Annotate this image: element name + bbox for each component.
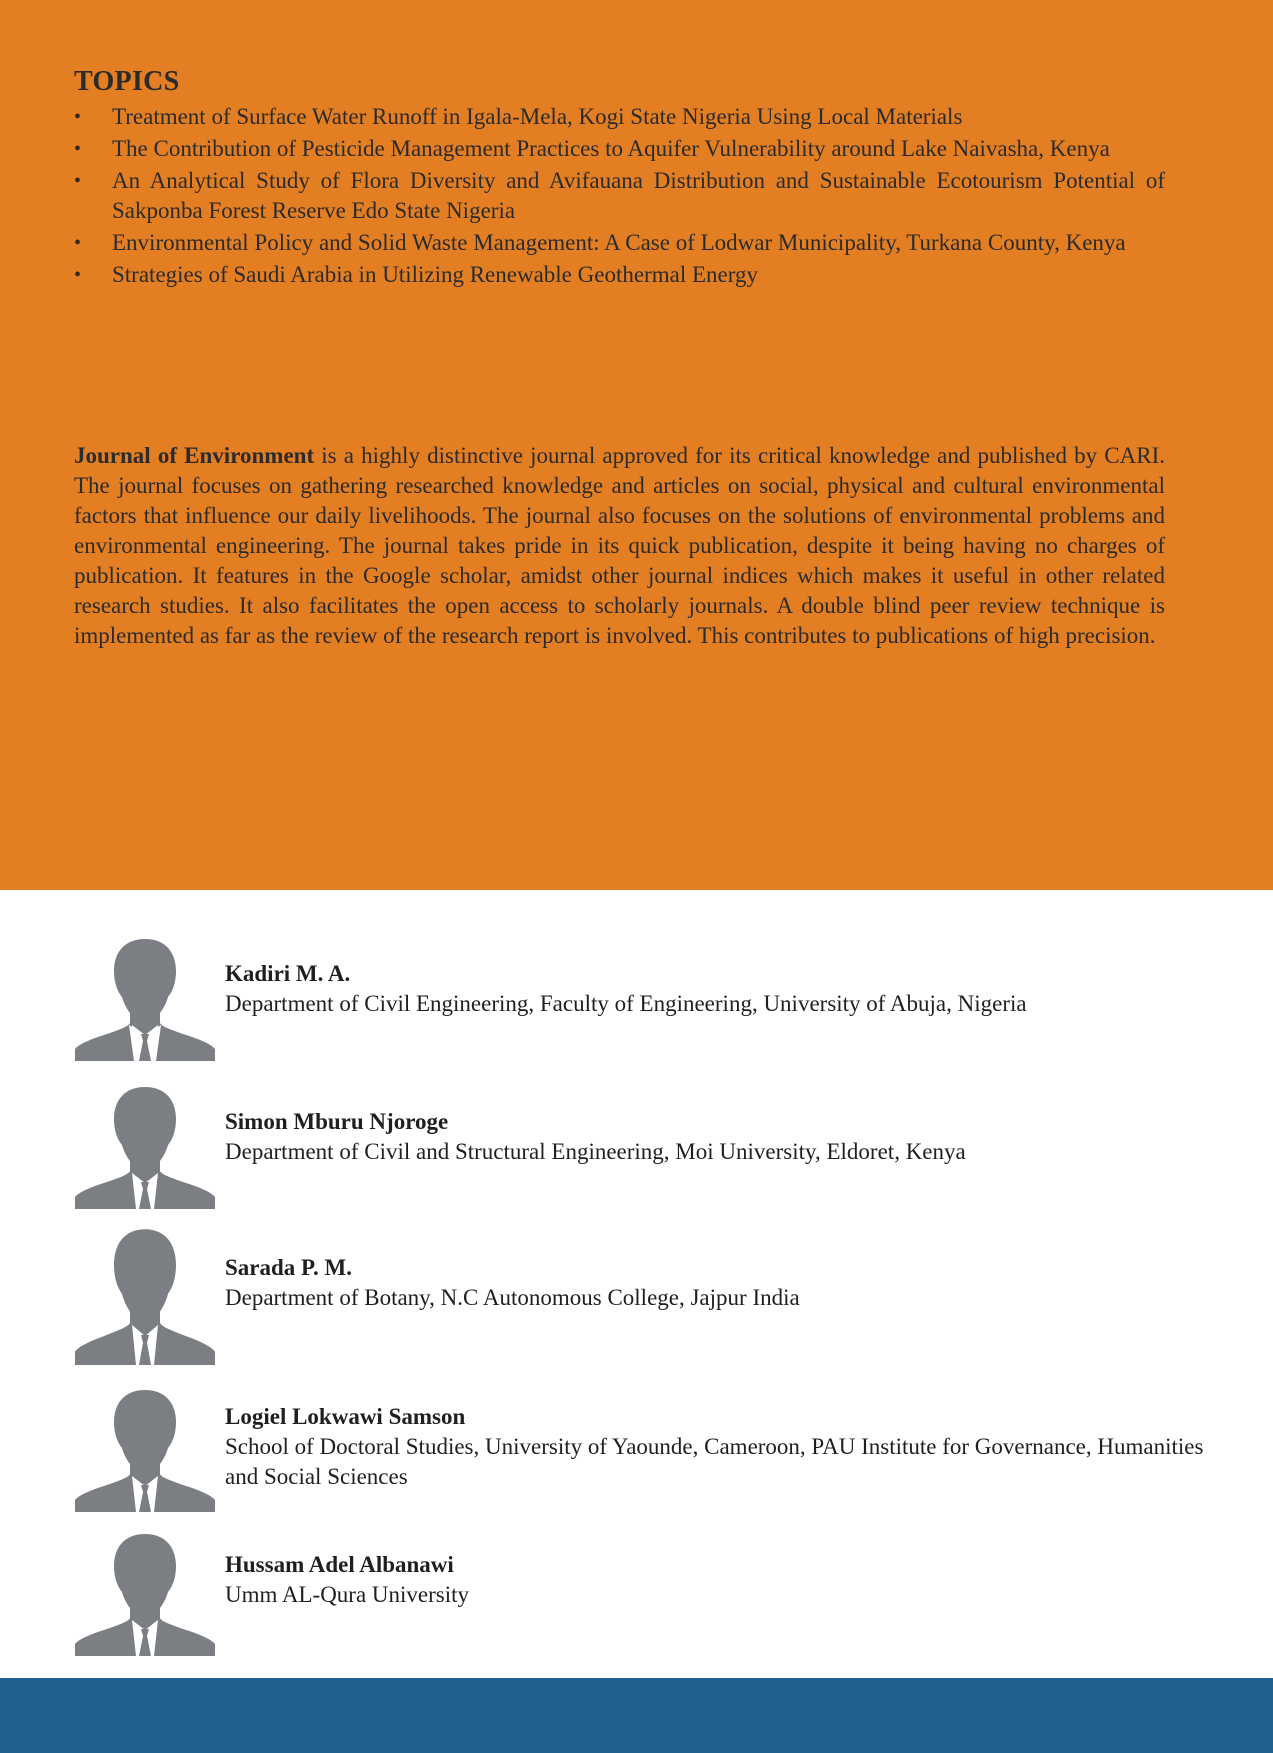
author-name: Kadiri M. A. — [225, 961, 351, 986]
journal-description-text: is a highly distinctive journal approved for its critical knowledge and published by CARI. The journal focuses on gathering researched knowledge and articles on social, physical and cultural environmental factors that influence our daily livelihoods. The journal also focuses on the solutions of environmental problems and environmental engineering. The journal takes pride in its quick publication, despite it being having no charges of publication. It features in the Google scholar, amidst other journal indices which makes it useful in other related research studies. It also facilitates the open access to scholarly journals. A double blind peer review technique is implemented as far as the review of the research report is involved. This contributes to publications of high precision. — [74, 443, 1165, 648]
topic-item — [74, 102, 1165, 132]
author-name: Logiel Lokwawi Samson — [225, 1404, 466, 1429]
bullet: • — [74, 106, 82, 128]
author-text — [225, 1402, 1225, 1492]
author-card — [74, 1532, 1174, 1662]
topic-item — [74, 260, 1165, 290]
topic-text: The Contribution of Pesticide Management Practices to Aquifer Vulnerability around Lake Naivasha, Kenya — [112, 136, 1110, 161]
author-name: Sarada P. M. — [225, 1255, 352, 1280]
bullet: • — [74, 170, 82, 192]
person-silhouette-icon — [74, 937, 216, 1061]
author-affiliation: Department of Civil and Structural Engineering, Moi University, Eldoret, Kenya — [225, 1139, 966, 1164]
topic-text: Strategies of Saudi Arabia in Utilizing Renewable Geothermal Energy — [112, 262, 758, 287]
author-text — [225, 1550, 1225, 1610]
author-text — [225, 1253, 1225, 1313]
author-affiliation: School of Doctoral Studies, University of Yaounde, Cameroon, PAU Institute for Governance, Humanities and Social Sciences — [225, 1434, 1204, 1489]
footer-band — [0, 1678, 1273, 1753]
topic-item — [74, 228, 1165, 258]
person-silhouette-icon — [74, 1388, 216, 1512]
author-affiliation: Umm AL-Qura University — [225, 1582, 470, 1607]
topic-item — [74, 166, 1165, 226]
topic-text: Environmental Policy and Solid Waste Management: A Case of Lodwar Municipality, Turkana County, Kenya — [112, 230, 1126, 255]
bullet: • — [74, 138, 82, 160]
bullet: • — [74, 232, 82, 254]
author-text — [225, 1107, 1225, 1167]
topics-heading: TOPICS — [74, 66, 180, 97]
author-card — [74, 937, 1174, 1067]
author-affiliation: Department of Civil Engineering, Faculty of Engineering, University of Abuja, Nigeria — [225, 991, 1027, 1016]
person-silhouette-icon — [74, 1227, 216, 1365]
author-card — [74, 1085, 1174, 1215]
topic-text: An Analytical Study of Flora Diversity and Avifauana Distribution and Sustainable Ecotourism Potential of Sakponba Forest Reserve Edo State Nigeria — [112, 168, 1165, 223]
author-card — [74, 1227, 1174, 1357]
author-card — [74, 1388, 1204, 1518]
author-affiliation: Department of Botany, N.C Autonomous College, Jajpur India — [225, 1285, 800, 1310]
journal-description — [74, 441, 1165, 651]
author-name: Simon Mburu Njoroge — [225, 1109, 449, 1134]
journal-name: Journal of Environment — [74, 443, 315, 468]
topic-text: Treatment of Surface Water Runoff in Igala-Mela, Kogi State Nigeria Using Local Materials — [112, 104, 963, 129]
author-name: Hussam Adel Albanawi — [225, 1552, 454, 1577]
topic-item — [74, 134, 1165, 164]
person-silhouette-icon — [74, 1085, 216, 1209]
author-text — [225, 959, 1225, 1019]
bullet: • — [74, 264, 82, 286]
topics-list — [74, 102, 1165, 290]
person-silhouette-icon — [74, 1532, 216, 1656]
